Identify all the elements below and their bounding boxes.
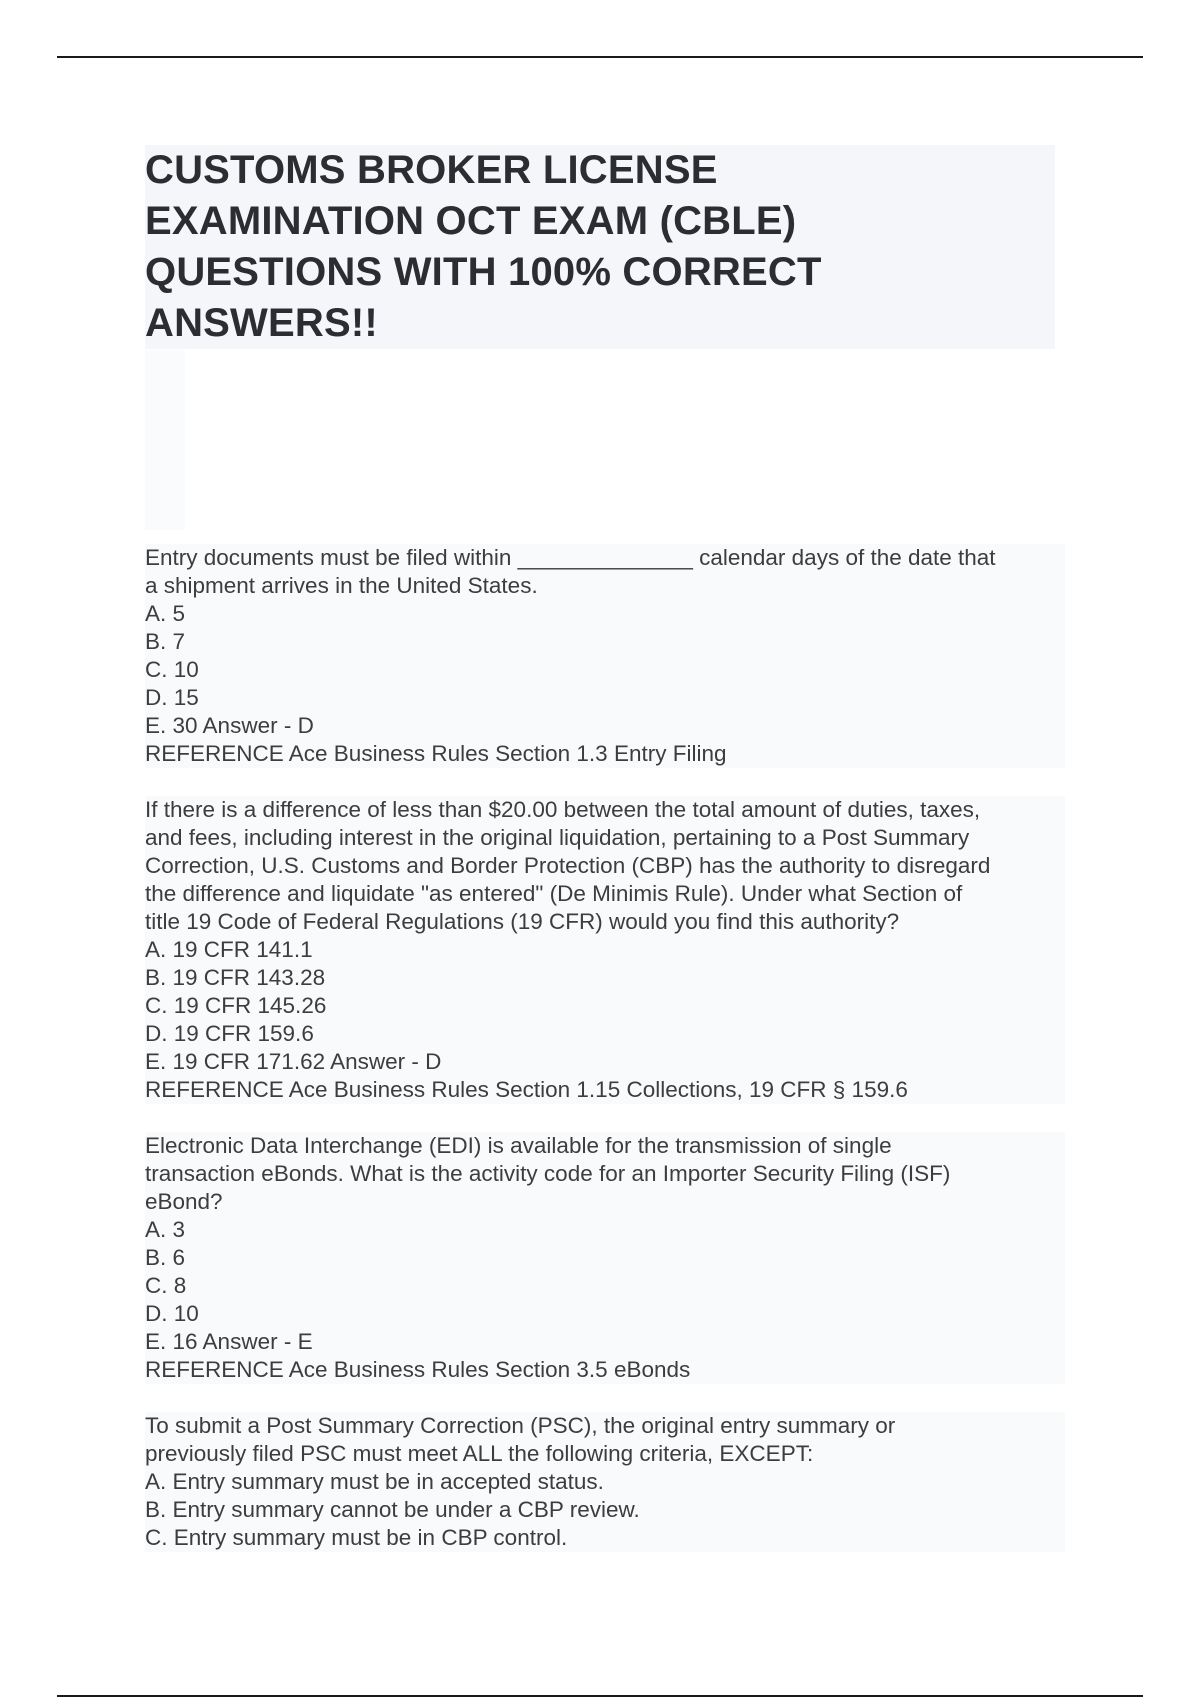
answer-option: A. 3 [145, 1217, 186, 1242]
reference-line: REFERENCE Ace Business Rules Section 3.5 eBonds [145, 1357, 691, 1382]
question-line: a shipment arrives in the United States. [145, 573, 538, 598]
title-line: CUSTOMS BROKER LICENSE [145, 148, 718, 192]
question-item [145, 796, 1065, 1104]
question-list [145, 544, 1065, 1580]
answer-option: D. 10 [145, 1301, 199, 1326]
answer-option: E. 19 CFR 171.62 Answer - D [145, 1049, 442, 1074]
answer-option: A. 5 [145, 601, 186, 626]
answer-option: D. 15 [145, 685, 199, 710]
question-line: previously filed PSC must meet ALL the following criteria, EXCEPT: [145, 1441, 814, 1466]
answer-option: C. 19 CFR 145.26 [145, 993, 327, 1018]
answer-option: A. Entry summary must be in accepted status. [145, 1469, 604, 1494]
question-line: Entry documents must be filed within ______________ calendar days of the date that [145, 545, 996, 570]
bottom-rule [57, 1695, 1143, 1697]
title-block [145, 145, 1055, 349]
question-item [145, 1412, 1065, 1552]
answer-option: B. Entry summary cannot be under a CBP review. [145, 1497, 640, 1522]
reference-line: REFERENCE Ace Business Rules Section 1.3 Entry Filing [145, 741, 727, 766]
question-item [145, 1132, 1065, 1384]
answer-option: E. 30 Answer - D [145, 713, 314, 738]
document-title [145, 145, 1055, 349]
question-line: the difference and liquidate "as entered" (De Minimis Rule). Under what Section of [145, 881, 963, 906]
answer-option: C. 10 [145, 657, 199, 682]
reference-line: REFERENCE Ace Business Rules Section 1.15 Collections, 19 CFR § 159.6 [145, 1077, 908, 1102]
answer-option: C. Entry summary must be in CBP control. [145, 1525, 568, 1550]
question-line: title 19 Code of Federal Regulations (19 CFR) would you find this authority? [145, 909, 900, 934]
answer-option: D. 19 CFR 159.6 [145, 1021, 314, 1046]
title-line: QUESTIONS WITH 100% CORRECT [145, 250, 822, 294]
answer-option: E. 16 Answer - E [145, 1329, 313, 1354]
top-rule [57, 56, 1143, 58]
question-line: To submit a Post Summary Correction (PSC), the original entry summary or [145, 1413, 896, 1438]
answer-option: B. 19 CFR 143.28 [145, 965, 326, 990]
answer-option: B. 7 [145, 629, 186, 654]
blank-region [145, 350, 185, 530]
question-line: Electronic Data Interchange (EDI) is available for the transmission of single [145, 1133, 892, 1158]
question-line: If there is a difference of less than $20.00 between the total amount of duties, taxes, [145, 797, 981, 822]
answer-option: A. 19 CFR 141.1 [145, 937, 313, 962]
title-line: ANSWERS!! [145, 301, 378, 345]
answer-option: B. 6 [145, 1245, 186, 1270]
question-line: and fees, including interest in the original liquidation, pertaining to a Post Summary [145, 825, 970, 850]
question-line: transaction eBonds. What is the activity code for an Importer Security Filing (ISF) [145, 1161, 951, 1186]
question-item [145, 544, 1065, 768]
question-line: eBond? [145, 1189, 223, 1214]
title-line: EXAMINATION OCT EXAM (CBLE) [145, 199, 797, 243]
question-line: Correction, U.S. Customs and Border Protection (CBP) has the authority to disregard [145, 853, 991, 878]
answer-option: C. 8 [145, 1273, 187, 1298]
